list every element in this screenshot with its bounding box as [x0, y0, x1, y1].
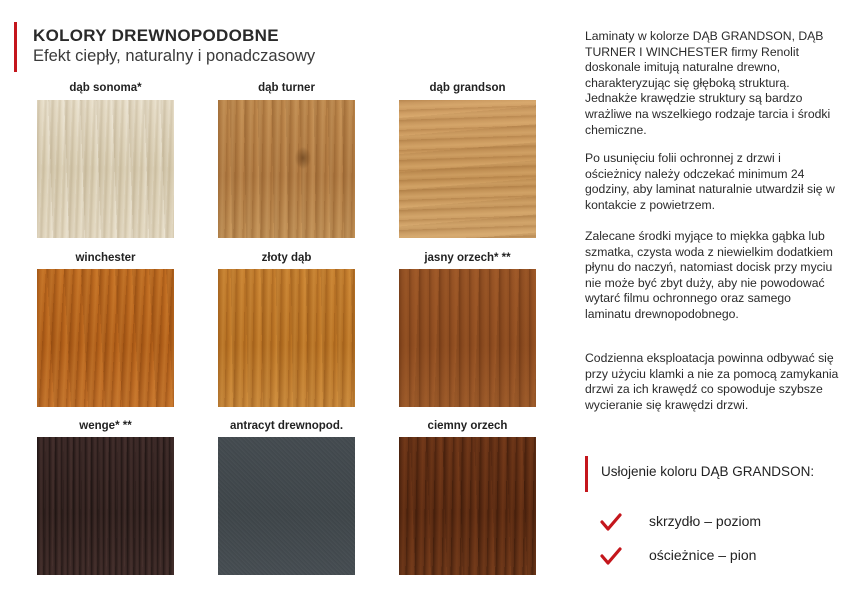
swatch-label-ciemny-orzech: ciemny orzech: [427, 420, 508, 432]
checkmark-icon: [600, 511, 622, 533]
title-accent-bar: [14, 22, 17, 72]
description-text-3: Zalecane środki myjące to miękka gąbka lub szmatka, czysta woda z niewielkim dodatkiem płynu do naczyń, natomiast docisk przy myciu nie może być zbyt duży, aby nie powodować wytarć filmu ochronnego oraz samego laminatu drewnopodobnego.: [585, 229, 833, 321]
description-paragraph-2: [585, 151, 840, 213]
description-text-1: Laminaty w kolorze DĄB GRANDSON, DĄB TURNER I WINCHESTER firmy Renolit doskonale imitują naturalne drewno, charakteryzując się głęboką strukturą. Jednakże krawędzie struktury są bardzo wrażliwe na wszelkiego rodzaje tarcia i środki chemiczne.: [585, 29, 831, 137]
swatch-wenge: [37, 437, 174, 575]
swatch-label-zloty-dab: złoty dąb: [261, 252, 312, 264]
swatch-jasny-orzech: [399, 269, 536, 407]
checkmark-icon: [600, 545, 622, 567]
description-paragraph-1: [585, 29, 840, 138]
swatch-label-antracyt: antracyt drewnopod.: [229, 420, 344, 432]
description-paragraph-4: [585, 351, 840, 413]
page-subtitle: Efekt ciepły, naturalny i ponadczasowy: [33, 47, 316, 65]
swatch-ciemny-orzech: [399, 437, 536, 575]
description-text-2: Po usunięciu folii ochronnej z drzwi i ościeżnicy należy odczekać minimum 24 godziny, aby laminat naturalnie utwardził się w kontakcie z powietrzem.: [585, 151, 835, 212]
page-title: KOLORY DREWNOPODOBNE: [33, 26, 279, 45]
swatch-antracyt: [218, 437, 355, 575]
swatch-dab-turner: [218, 100, 355, 238]
orientation-item-text: skrzydło – poziom: [649, 513, 762, 529]
description-text-4: Codzienna eksploatacja powinna odbywać się przy użyciu klamki a nie za pomocą zamykania drzwi za ich krawędź co spowoduje szybsze wycieranie się krawędzi drzwi.: [585, 351, 839, 412]
swatch-dab-grandson: [399, 100, 536, 238]
swatch-label-dab-turner: dąb turner: [258, 82, 315, 94]
swatch-label-jasny-orzech: jasny orzech* **: [424, 252, 511, 264]
swatch-label-wenge: wenge* **: [79, 420, 132, 432]
swatch-zloty-dab: [218, 269, 355, 407]
swatch-dab-sonoma: [37, 100, 174, 238]
swatch-winchester: [37, 269, 174, 407]
orientation-accent-bar: [585, 456, 588, 492]
description-paragraph-3: [585, 229, 840, 323]
orientation-title: Usłojenie koloru DĄB GRANDSON:: [601, 464, 815, 479]
swatch-label-dab-grandson: dąb grandson: [429, 82, 506, 94]
swatch-label-dab-sonoma: dąb sonoma*: [69, 82, 142, 94]
swatch-label-winchester: winchester: [75, 252, 136, 264]
orientation-item-text: ościeżnice – pion: [649, 547, 757, 563]
